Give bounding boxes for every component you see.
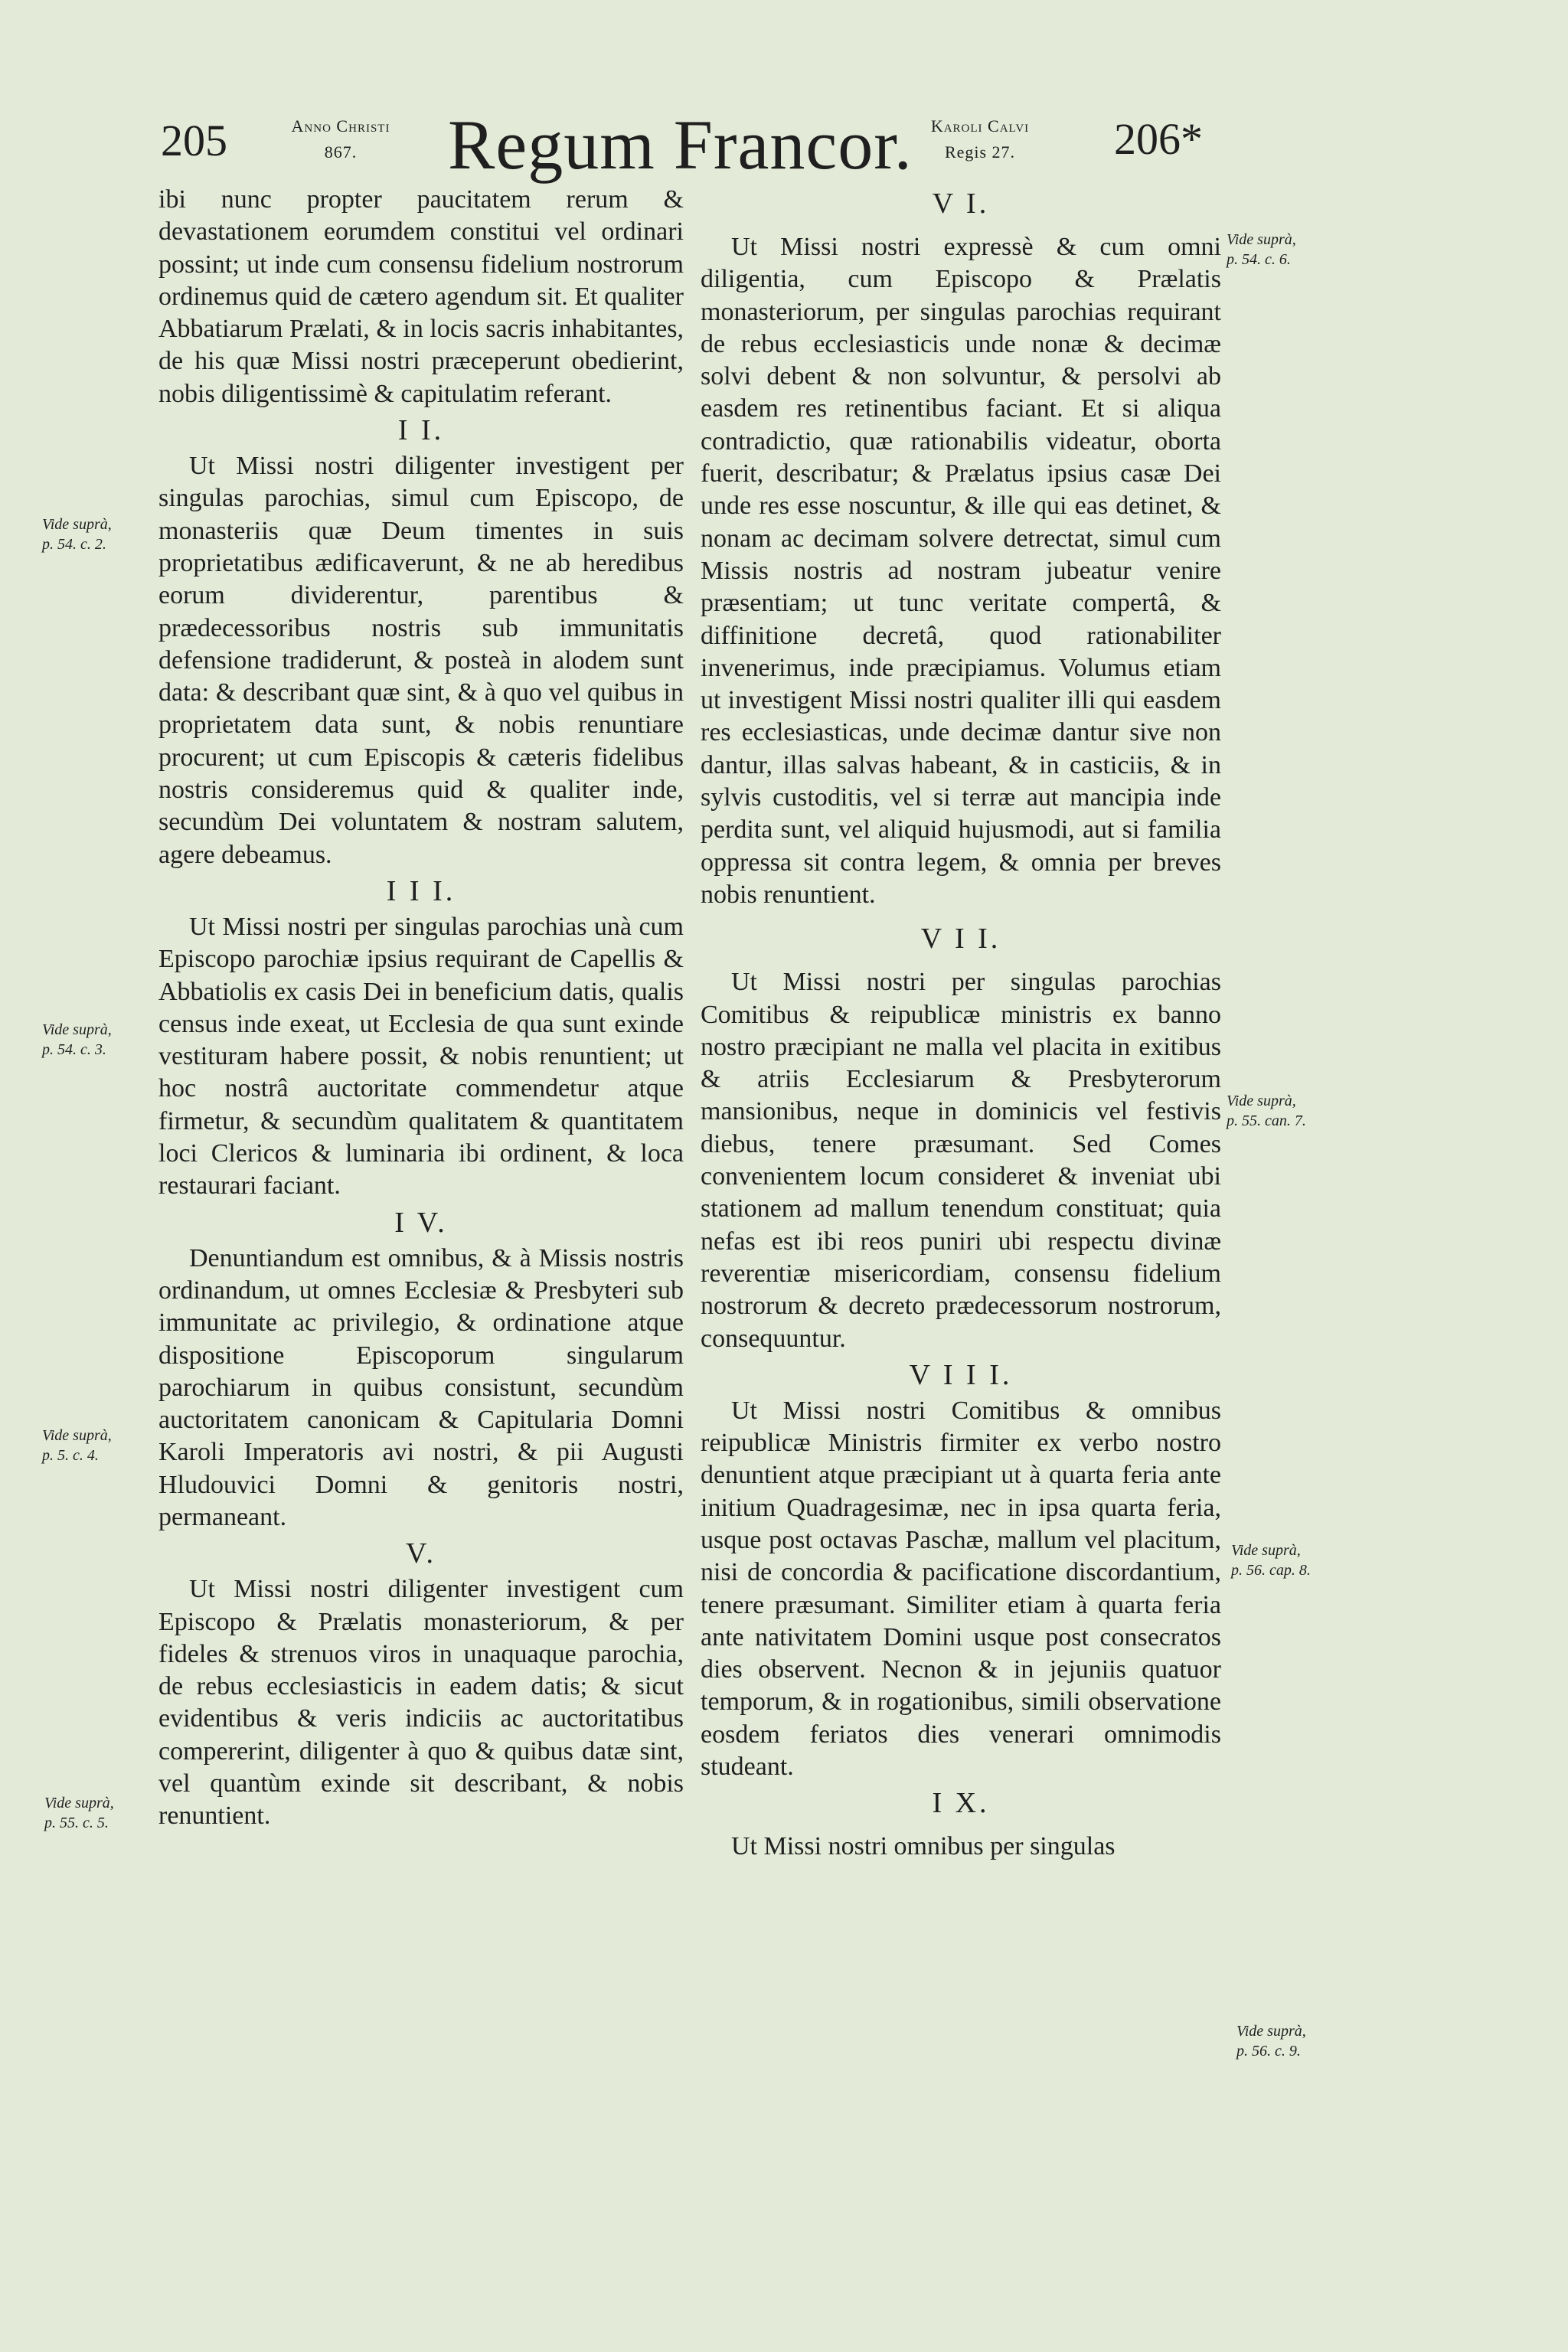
left-page-number: 205 — [161, 116, 227, 165]
margin-note — [1236, 2021, 1328, 2061]
margin-note — [44, 1793, 136, 1833]
text-paragraph: Ut Missi nostri per singulas parochias unà cum Episcopo parochiæ ipsius requirant de Capellis & Abbatiolis ex casis Dei in beneficium datis, qualis census inde exeat, ut Ecclesia de qua sunt exinde vestituram habere possit, & nobis renuntient; ut hoc nostrâ auctoritate commendetur atque firmetur, & secundùm qualitatem & quantitatem loci Clericos & luminaria ibi ordinent, & loca restaurari faciant. — [158, 912, 684, 1200]
margin-note — [42, 1020, 134, 1060]
margin-note-line: p. 5. c. 4. — [42, 1447, 99, 1464]
section-number: I I I. — [386, 874, 456, 907]
text-paragraph: Ut Missi nostri omnibus per singulas — [731, 1832, 1116, 1861]
text-paragraph: Ut Missi nostri expressè & cum omni diligentia, cum Episcopo & Prælatis monasteriorum, per singulas parochias requirant de rebus ecclesiasticis unde nonæ & decimæ solvi debent & non solvuntur, & persolvi ab easdem res retinentibus faciant. Et si aliqua contradictio, quæ rationabilis videatur, oborta fuerit, describatur; & Prælatus ipsius casæ Dei unde res esse noscuntur, & ille qui eas detinet, & nonam ac decimam solvere detrectat, simul cum Missis nostris ad nostram jubeatur venire præsentiam; ut tunc veritate compertâ, & diffinitione decretâ, quod rationabiliter invenerimus, inde præcipiamus. Volumus etiam ut investigent Missi nostri qualiter illi qui easdem res ecclesiasticas, unde decimæ dantur sive non dantur, illas salvas habeant, & in casticiis, & in sylvis custoditis, vel si terræ aut mancipia inde perdita sunt, vel aliquid hujusmodi, aut si familia oppressa sit contra legem, & omnia per breves nobis renuntient. — [701, 233, 1221, 909]
left-column — [158, 184, 684, 1833]
right-page-number: 206* — [1114, 114, 1203, 164]
section-number: V I I. — [920, 923, 1001, 956]
margin-note — [42, 1426, 134, 1465]
running-head-left-line-2: 867. — [324, 142, 358, 162]
margin-note-line: p. 56. c. 9. — [1236, 2043, 1301, 2060]
running-head-right-line-2: Regis 27. — [944, 142, 1016, 162]
margin-note — [1227, 230, 1318, 270]
margin-note-line: p. 55. can. 7. — [1227, 1112, 1306, 1129]
margin-note-line: p. 54. c. 3. — [42, 1041, 106, 1058]
margin-note — [1227, 1091, 1318, 1131]
margin-note — [42, 514, 134, 554]
margin-note-line: Vide suprà, — [44, 1795, 114, 1811]
margin-note-line: p. 55. c. 5. — [44, 1815, 109, 1831]
text-paragraph: Ut Missi nostri per singulas parochias Comitibus & reipublicæ ministris ex banno nostro præcipiant ne malla vel placita in exitibus & atriis Ecclesiarum & Presbyterorum mansionibus, neque in dominicis vel festivis diebus, tenere præsumant. Sed Comes convenientem locum consideret & inveniat ubi stationem ad mallum tenendum constituat; quia nefas est ibi reos puniri ubi respectu divinæ reverentiæ misericordiam, consensu fidelium nostrorum & decreto prædecessorum nostrorum, consequuntur. — [701, 968, 1221, 1353]
text-paragraph: Denuntiandum est omnibus, & à Missis nostris ordinandum, ut omnes Ecclesiæ & Presbyteri sub immunitate ac privilegio, & ordinatione atque dispositione Episcoporum singularum parochiarum in quibus consistunt, secundùm auctoritatem canonicam & Capitularia Domni Karoli Imperatoris avi nostri, & pii Augusti Hludouvici Domni & genitoris nostri, permaneant. — [158, 1243, 684, 1531]
section-number: V. — [405, 1537, 437, 1570]
margin-note-line: Vide suprà, — [1231, 1542, 1301, 1559]
running-head-right — [880, 113, 1080, 165]
margin-note-line: Vide suprà, — [1227, 1093, 1296, 1109]
margin-note-line: Vide suprà, — [1227, 231, 1296, 248]
margin-note-line: p. 54. c. 6. — [1227, 251, 1291, 268]
section-number: I X. — [932, 1787, 990, 1820]
running-head-right-line-1: Karoli Calvi — [930, 116, 1030, 136]
text-paragraph: ibi nunc propter paucitatem rerum & devastationem eorumdem constitui vel ordinari possint; ut inde cum consensu fidelium nostrorum ordinemus quid de cætero agendum sit. Et qualiter Abbatiarum Prælati, & in locis sacris inhabitantes, de his quæ Missi nostri præceperunt obedierint, nobis diligentissimè & capitulatim referant. — [158, 185, 684, 408]
margin-note-line: p. 54. c. 2. — [42, 536, 106, 553]
text-paragraph: Ut Missi nostri diligenter investigent per singulas parochias, simul cum Episcopo, de monasteriis quæ Deum timentes in suis proprietatibus ædificaverunt, & ne ab heredibus eorum dividerentur, parentibus & prædecessoribus nostris sub immunitatis defensione tradiderunt, & posteà in alodem sunt data: & describant quæ sint, & à quo vel quibus in proprietatem data sunt, & nobis renuntiare procurent; ut cum Episcopis & cæteris fidelibus nostris consideremus quid & qualiter inde, secundùm Dei voluntatem & nostram salutem, agere debeamus. — [158, 452, 684, 869]
margin-note — [1231, 1540, 1323, 1580]
section-number: I V. — [394, 1206, 448, 1239]
margin-note-line: p. 56. cap. 8. — [1231, 1562, 1311, 1579]
running-head-left — [241, 113, 440, 165]
margin-note-line: Vide suprà, — [42, 1021, 112, 1038]
running-head-left-line-1: Anno Christi — [291, 116, 390, 136]
text-paragraph: Ut Missi nostri Comitibus & omnibus reipublicæ Ministris firmiter ex verbo nostro denuntient atque præcipiant ut à quarta feria ante initium Quadragesimæ, nec in ipsa quarta feria, usque post octavas Paschæ, mallum vel placitum, nisi de concordia & pacificatione discordantium, tenere præsumant. Similiter etiam à quarta feria ante nativitatem Domini usque post consecratos dies observent. Necnon & in jejuniis quatuor temporum, & in rogationibus, simili observatione eosdem feriatos dies venerari omnimodis studeant. — [701, 1396, 1221, 1782]
text-paragraph: Ut Missi nostri diligenter investigent cum Episcopo & Prælatis monasteriorum, & per fideles & strenuos viros in unaquaque parochia, de rebus ecclesiasticis in eadem datis; & sicut evidentibus & veris indiciis ac auctoritatibus compererint, diligenter à quo & quibus datæ sint, vel quantùm exinde sit describant, & nobis renuntient. — [158, 1575, 684, 1831]
margin-note-line: Vide suprà, — [42, 1427, 112, 1444]
right-column — [701, 184, 1221, 1864]
section-number: V I. — [932, 188, 990, 220]
margin-note-line: Vide suprà, — [1236, 2023, 1306, 2040]
margin-note-line: Vide suprà, — [42, 516, 112, 533]
section-number: V I I I. — [909, 1358, 1013, 1391]
page-title: Regum Francor. — [448, 106, 913, 184]
section-number: I I. — [397, 414, 445, 447]
